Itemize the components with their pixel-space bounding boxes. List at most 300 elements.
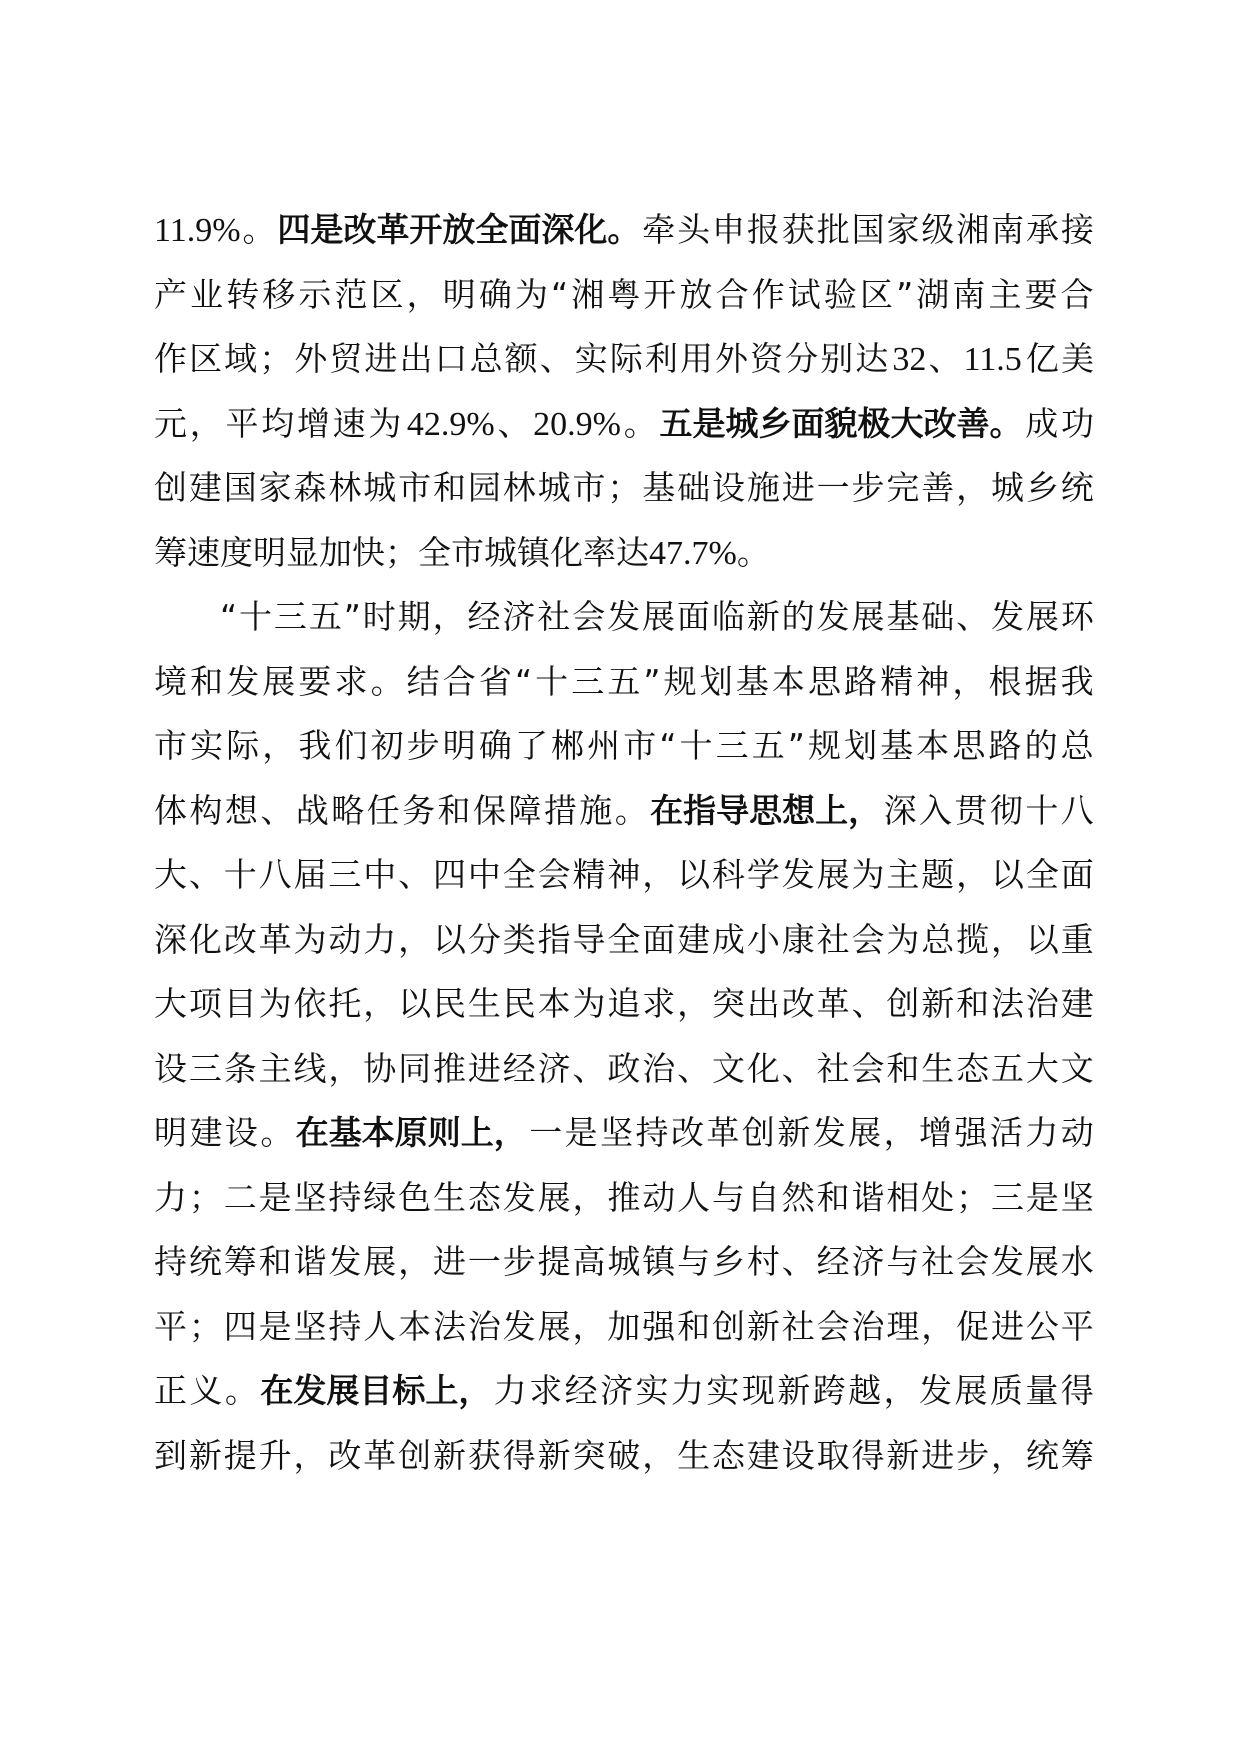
text-char: 主	[258, 1048, 292, 1088]
text-char: 分	[785, 339, 819, 378]
text-char: 基	[886, 597, 920, 636]
text-char: 了	[514, 726, 548, 765]
text-char: 全	[1025, 855, 1059, 894]
text-char: 济	[600, 1371, 634, 1410]
text-char: 达	[855, 339, 889, 378]
text-char: 新	[537, 1435, 571, 1475]
text-char: 明	[154, 1113, 187, 1152]
text-char: 实	[190, 726, 224, 765]
text-line	[154, 1037, 1094, 1102]
text-char: 家	[886, 210, 920, 249]
text-line	[154, 843, 1094, 908]
text-char: 推	[607, 1177, 641, 1217]
text-char: 中	[467, 855, 501, 894]
text-char: 贸	[329, 339, 363, 378]
text-char: 为	[514, 274, 548, 314]
text-char: 总	[921, 919, 955, 959]
text-char: 推	[433, 1048, 466, 1088]
text-char: 是	[1025, 1177, 1059, 1217]
text-char: 率	[583, 532, 616, 572]
text-char: 粤	[607, 274, 641, 314]
text-char: 产	[154, 274, 187, 314]
text-char: 发	[991, 1242, 1024, 1281]
text-char: 展	[1025, 1242, 1059, 1281]
text-char: 新	[777, 1371, 811, 1410]
text-char: 是	[564, 1113, 598, 1152]
text-char: 承	[1026, 210, 1060, 249]
text-char: 治	[851, 1306, 885, 1346]
text-char: 森	[293, 468, 327, 507]
text-char: 态	[467, 1177, 501, 1217]
text-char: 显	[286, 532, 319, 572]
text-char: 城	[607, 1242, 641, 1281]
text-char: 新	[746, 597, 780, 636]
text-line	[154, 1424, 1094, 1489]
text-line	[154, 392, 1094, 457]
text-char: 法	[991, 984, 1024, 1023]
text-char: 构	[189, 790, 223, 830]
text-char: ，	[406, 274, 440, 314]
text-char: 快	[352, 532, 385, 572]
text-char: 五	[751, 726, 785, 765]
text-char: 面	[1060, 855, 1094, 894]
text-char: 正	[154, 1371, 187, 1410]
text-char: 、	[851, 984, 885, 1023]
text-char: 导	[572, 919, 606, 959]
text-char: 深	[883, 790, 917, 830]
text-char: 、	[956, 597, 990, 636]
text-char: 治	[1025, 984, 1059, 1023]
text-char: 项	[188, 984, 222, 1023]
text-char: 明	[253, 532, 286, 572]
text-char: 成	[712, 919, 745, 959]
text-char: 国	[223, 468, 257, 507]
text-char: 三	[273, 597, 307, 636]
text-char: 。	[224, 1371, 258, 1410]
text-char: 城	[991, 468, 1024, 507]
text-char: 条	[223, 1048, 257, 1088]
text-line	[154, 1230, 1094, 1295]
text-char: 线	[293, 1048, 327, 1088]
text-char: 发	[502, 1177, 536, 1217]
text-char: 本	[771, 661, 805, 701]
text-char: 五	[308, 597, 342, 636]
text-char: ，	[572, 1306, 606, 1346]
text-char: 自	[746, 1177, 780, 1217]
text-char: 范	[334, 274, 368, 314]
text-char: 南	[952, 274, 986, 314]
text-char: 美	[1060, 339, 1094, 378]
text-char: ；	[188, 1177, 222, 1217]
text-char: 外	[294, 339, 328, 378]
text-char: 绿	[363, 1177, 397, 1217]
text-char: 化	[188, 919, 222, 959]
text-char: 大	[154, 855, 187, 894]
text-char: 持	[154, 1242, 187, 1281]
text-char: 活	[989, 1113, 1023, 1152]
text-line	[154, 263, 1094, 328]
text-char: “	[551, 274, 569, 314]
text-char: 时	[362, 597, 396, 636]
text-char: 额	[504, 339, 538, 378]
text-char: 乡	[1025, 468, 1059, 507]
text-char: 城	[484, 532, 517, 572]
text-char: ”	[643, 661, 661, 701]
text-line	[154, 1166, 1094, 1231]
text-char: 统	[1025, 1435, 1059, 1475]
text-char: 城	[537, 468, 571, 507]
text-char: 规	[663, 661, 697, 701]
text-char: 三	[328, 855, 362, 894]
text-char: 展	[816, 855, 850, 894]
text-char: 结	[406, 661, 440, 701]
text-char: 类	[502, 919, 536, 959]
text-char: 获	[467, 1435, 501, 1475]
text-char: 取	[816, 1435, 850, 1475]
text-char: 三	[991, 1177, 1024, 1217]
text-char: 发	[502, 1306, 536, 1346]
text-char: 。	[614, 790, 648, 830]
text-char: 以	[398, 984, 432, 1023]
text-char: 八	[258, 855, 292, 894]
text-char: 义	[189, 1371, 223, 1410]
text-char: 镇	[517, 532, 550, 572]
text-char: 进	[467, 1048, 501, 1088]
text-char: 省	[478, 661, 512, 701]
text-char: 平	[1060, 1306, 1094, 1346]
text-char: 指	[537, 919, 571, 959]
bold-heading-text: 五是城乡面貌极大改善。	[659, 403, 1023, 443]
text-char: 区	[370, 274, 404, 314]
text-char: 措	[543, 790, 577, 830]
text-char: 态	[712, 1435, 745, 1475]
text-char: 根	[988, 661, 1022, 701]
text-char: 跨	[812, 1371, 846, 1410]
text-char: ，	[363, 984, 397, 1023]
text-char: 得	[1060, 1371, 1094, 1410]
text-char: 展	[642, 597, 675, 636]
text-char: 村	[746, 1242, 780, 1281]
text-line	[154, 908, 1094, 973]
text-char: 础	[921, 597, 955, 636]
text-char: 规	[808, 726, 841, 765]
text-char: 业	[190, 274, 224, 314]
text-char: 现	[741, 1371, 775, 1410]
text-char: ；	[259, 339, 293, 378]
text-char: ，	[293, 1435, 327, 1475]
text-char: ；	[607, 468, 641, 507]
text-char: 资	[750, 339, 784, 378]
text-char: 速	[187, 532, 220, 572]
text-char: 。	[242, 210, 276, 249]
text-char: ，	[952, 661, 986, 701]
text-char: 展	[954, 1371, 988, 1410]
text-char: 级	[921, 210, 955, 249]
text-char: 试	[787, 274, 821, 314]
text-char: 步	[956, 1435, 990, 1475]
text-char: ，	[883, 1113, 917, 1152]
text-char: 二	[223, 1177, 257, 1217]
text-char: 开	[643, 274, 677, 314]
text-char: 新	[433, 1435, 466, 1475]
text-char: 障	[508, 790, 542, 830]
text-char: 以	[1025, 919, 1059, 959]
text-char: 南	[991, 210, 1025, 249]
text-char: “	[514, 661, 533, 701]
text-char: 会	[851, 919, 885, 959]
text-char: “	[220, 597, 238, 636]
text-char: 人	[363, 1306, 397, 1346]
text-char: 划	[844, 726, 878, 765]
text-char: 持	[328, 1306, 362, 1346]
text-char: 坚	[1060, 1177, 1094, 1217]
text-char: 改	[670, 1113, 704, 1152]
text-char: 革	[816, 984, 850, 1023]
text-char: 、	[928, 339, 962, 378]
text-char: 高	[572, 1242, 606, 1281]
text-char: 建	[188, 468, 222, 507]
text-char: 域	[224, 339, 258, 378]
text-char: 发	[919, 1371, 952, 1410]
text-char: 湘	[956, 210, 990, 249]
text-char: 展	[262, 661, 296, 701]
text-line	[154, 1359, 1094, 1424]
text-char: 治	[467, 1306, 501, 1346]
text-char: 法	[433, 1306, 466, 1346]
text-char: 四	[223, 1306, 257, 1346]
text-char: 作	[154, 339, 187, 378]
text-char: 施	[746, 468, 780, 507]
text-char: 突	[572, 1435, 606, 1475]
text-char: 坚	[293, 1177, 327, 1217]
text-char: 改	[781, 984, 815, 1023]
text-char: 本	[398, 1306, 432, 1346]
text-char: 。	[260, 1113, 294, 1152]
text-char: ，	[642, 1435, 676, 1475]
text-char: 的	[781, 597, 815, 636]
text-line	[154, 1295, 1094, 1360]
text-char: ，	[572, 1177, 606, 1217]
text-char: 、	[572, 1048, 606, 1088]
text-char: 林	[502, 468, 536, 507]
text-char: 创	[398, 1435, 432, 1475]
text-char: 强	[642, 1306, 676, 1346]
text-char: ，	[262, 726, 296, 765]
text-char: 我	[1060, 661, 1094, 701]
text-char: 思	[808, 661, 841, 701]
text-char: 改	[328, 1435, 362, 1475]
text-char: 深	[154, 919, 187, 959]
text-char: 国	[851, 210, 885, 249]
text-char: 力	[493, 1371, 527, 1410]
text-char: ，	[432, 597, 466, 636]
text-char: 要	[1024, 274, 1058, 314]
text-char: 贯	[954, 790, 988, 830]
text-char: 展	[1025, 597, 1059, 636]
text-char: 政	[607, 1048, 641, 1088]
text-char: 入	[919, 790, 952, 830]
text-char: 化	[746, 1048, 780, 1088]
text-char: 新	[777, 1113, 811, 1152]
text-char: 坚	[293, 1306, 327, 1346]
text-char: 持	[635, 1113, 669, 1152]
text-char: 外	[715, 339, 748, 378]
text-char: 展	[537, 1177, 571, 1217]
text-char: 、	[781, 1048, 815, 1088]
text-char: 发	[991, 597, 1025, 636]
text-char: 揽	[956, 919, 990, 959]
text-char: ，	[991, 919, 1024, 959]
text-char: 社	[816, 1048, 850, 1088]
text-char: 略	[331, 790, 365, 830]
text-char: 力	[670, 1371, 704, 1410]
text-char: 济	[851, 1242, 885, 1281]
text-char: 然	[781, 1177, 815, 1217]
text-char: 设	[154, 1048, 187, 1088]
text-line	[154, 198, 1094, 263]
text-char: 得	[851, 1435, 885, 1475]
text-char: 市	[154, 726, 187, 765]
number-text: 47.7%	[649, 534, 737, 572]
text-char: 础	[677, 468, 711, 507]
text-char: 验	[823, 274, 857, 314]
text-char: 展	[851, 597, 885, 636]
text-char: 口	[434, 339, 468, 378]
text-char: 确	[478, 726, 512, 765]
text-char: 本	[916, 726, 950, 765]
text-char: 为	[258, 984, 292, 1023]
text-line	[154, 1101, 1094, 1166]
text-char: 市	[623, 726, 657, 765]
text-char: 生	[467, 984, 501, 1023]
text-char: 划	[699, 661, 733, 701]
text-char: 度	[220, 532, 253, 572]
text-char: 三	[188, 1048, 222, 1088]
text-char: 社	[816, 919, 850, 959]
text-char: ，	[398, 1242, 432, 1281]
text-char: 施	[579, 790, 613, 830]
text-char: 一	[467, 1242, 501, 1281]
text-char: 为	[368, 403, 402, 443]
text-char: 全	[607, 919, 641, 959]
text-char: 济	[537, 1048, 571, 1088]
text-char: 重	[1060, 919, 1094, 959]
text-char: 治	[642, 1048, 676, 1088]
number-text: 20.9%	[533, 405, 621, 443]
text-char: 实	[635, 1371, 669, 1410]
text-char: 加	[607, 1306, 641, 1346]
text-char: 和	[258, 1242, 292, 1281]
text-char: 民	[502, 984, 536, 1023]
text-char: 务	[402, 790, 436, 830]
text-char: 展	[363, 1242, 397, 1281]
text-char: 彻	[989, 790, 1023, 830]
text-char: 中	[363, 855, 397, 894]
text-char: 环	[1060, 597, 1094, 636]
text-char: 量	[1025, 1371, 1059, 1410]
text-char: 经	[502, 1048, 536, 1088]
text-char: 和	[433, 468, 466, 507]
text-line	[154, 650, 1094, 715]
text-char: 十	[535, 661, 569, 701]
text-char: 精	[572, 855, 606, 894]
text-char: 总	[469, 339, 503, 378]
text-char: 为	[886, 919, 920, 959]
text-char: 创	[886, 984, 920, 1023]
text-char: 达	[616, 532, 649, 572]
text-char: 和	[190, 661, 224, 701]
text-char: 州	[587, 726, 621, 765]
text-char: 生	[921, 1048, 955, 1088]
text-char: 设	[224, 1113, 258, 1152]
text-char: 全	[502, 855, 536, 894]
text-char: ”	[896, 274, 914, 314]
text-char: 为	[293, 919, 327, 959]
text-char: 同	[398, 1048, 432, 1088]
text-char: 理	[886, 1306, 920, 1346]
text-char: 进	[364, 339, 398, 378]
text-char: 进	[433, 1242, 466, 1281]
text-char: 社	[921, 1242, 955, 1281]
text-char: 成	[1025, 403, 1059, 443]
text-char: 新	[746, 1306, 780, 1346]
text-char: 发	[226, 661, 260, 701]
text-char: ，	[921, 1306, 955, 1346]
text-char: 态	[956, 1048, 990, 1088]
text-line	[154, 972, 1094, 1037]
text-char: ”	[787, 726, 805, 765]
text-char: 均	[261, 403, 295, 443]
text-char: 、	[497, 403, 531, 443]
text-char: 色	[398, 1177, 432, 1217]
text-char: ，	[883, 1371, 917, 1410]
text-char: 升	[258, 1435, 292, 1475]
text-char: 面	[676, 597, 710, 636]
text-char: 会	[537, 855, 571, 894]
text-char: 林	[328, 468, 362, 507]
text-char: 与	[712, 1177, 745, 1217]
text-char: 进	[991, 1306, 1024, 1346]
text-char: 一	[529, 1113, 563, 1152]
text-char: 任	[366, 790, 400, 830]
text-char: 战	[295, 790, 329, 830]
text-char: 思	[952, 726, 986, 765]
text-char: 建	[1060, 984, 1094, 1023]
text-char: ，	[991, 1435, 1024, 1475]
text-char: 十	[1025, 790, 1059, 830]
text-char: 设	[712, 468, 745, 507]
text-char: 移	[262, 274, 296, 314]
text-line	[154, 456, 1094, 521]
text-char: 和	[886, 1048, 920, 1088]
text-char: ”	[343, 597, 361, 636]
text-char: ，	[642, 855, 676, 894]
text-char: 明	[442, 726, 476, 765]
text-char: 报	[746, 210, 780, 249]
text-char: 完	[886, 468, 920, 507]
text-line	[154, 779, 1094, 844]
text-char: 总	[1060, 726, 1094, 765]
text-char: 动	[642, 1177, 676, 1217]
text-char: 、	[398, 855, 432, 894]
text-char: 创	[154, 468, 187, 507]
text-char: 乡	[712, 1242, 745, 1281]
text-char: 是	[258, 1306, 292, 1346]
text-char: 新	[188, 1435, 222, 1475]
text-char: 革	[706, 1113, 740, 1152]
text-char: 体	[154, 790, 187, 830]
text-char: 以	[991, 855, 1024, 894]
